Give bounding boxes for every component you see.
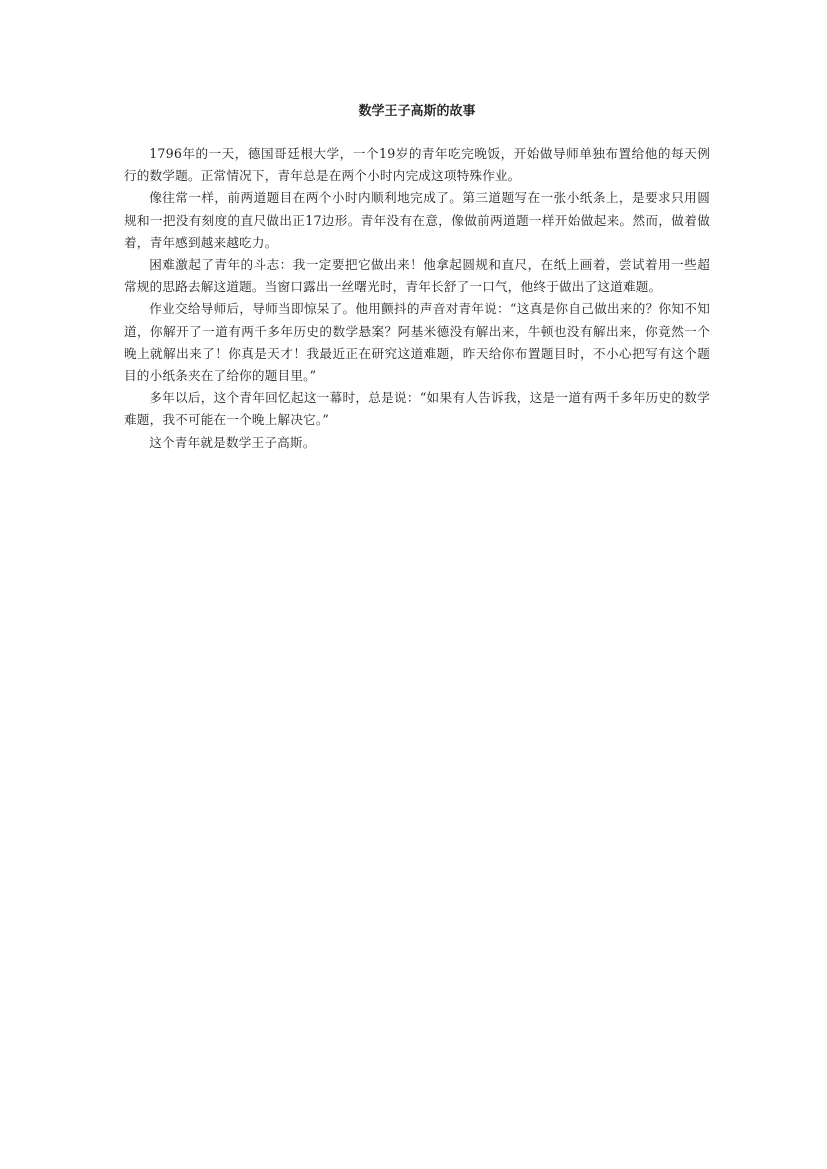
paragraph: 1796年的一天，德国哥廷根大学，一个19岁的青年吃完晚饭，开始做导师单独布置给他的每天例行的数学题。正常情况下，青年总是在两个小时内完成这项特殊作业。 <box>124 146 710 184</box>
document-body <box>124 143 710 454</box>
paragraph: 作业交给导师后，导师当即惊呆了。他用颤抖的声音对青年说：“这真是你自己做出来的？你知不知道，你解开了一道有两千多年历史的数学悬案？阿基米德没有解出来，牛顿也没有解出来，你竟然一个晚上就解出来了！你真是天才！我最近正在研究这道难题，昨天给你布置题目时，不小心把写有这个题目的小纸条夹在了给你的题目里。” <box>124 301 710 384</box>
paragraph: 困难激起了青年的斗志：我一定要把它做出来！他拿起圆规和直尺，在纸上画着，尝试着用一些超常规的思路去解这道题。当窗口露出一丝曙光时，青年长舒了一口气，他终于做出了这道难题。 <box>124 257 710 295</box>
paragraph: 这个青年就是数学王子高斯。 <box>149 434 316 450</box>
document-title: 数学王子高斯的故事 <box>358 104 476 119</box>
paragraph: 像往常一样，前两道题目在两个小时内顺利地完成了。第三道题写在一张小纸条上，是要求只用圆规和一把没有刻度的直尺做出正17边形。青年没有在意，像做前两道题一样开始做起来。然而，做着做着，青年感到越来越吃力。 <box>124 190 710 250</box>
paragraph: 多年以后，这个青年回忆起这一幕时，总是说：“如果有人告诉我，这是一道有两千多年历史的数学难题，我不可能在一个晚上解决它。” <box>124 390 710 428</box>
